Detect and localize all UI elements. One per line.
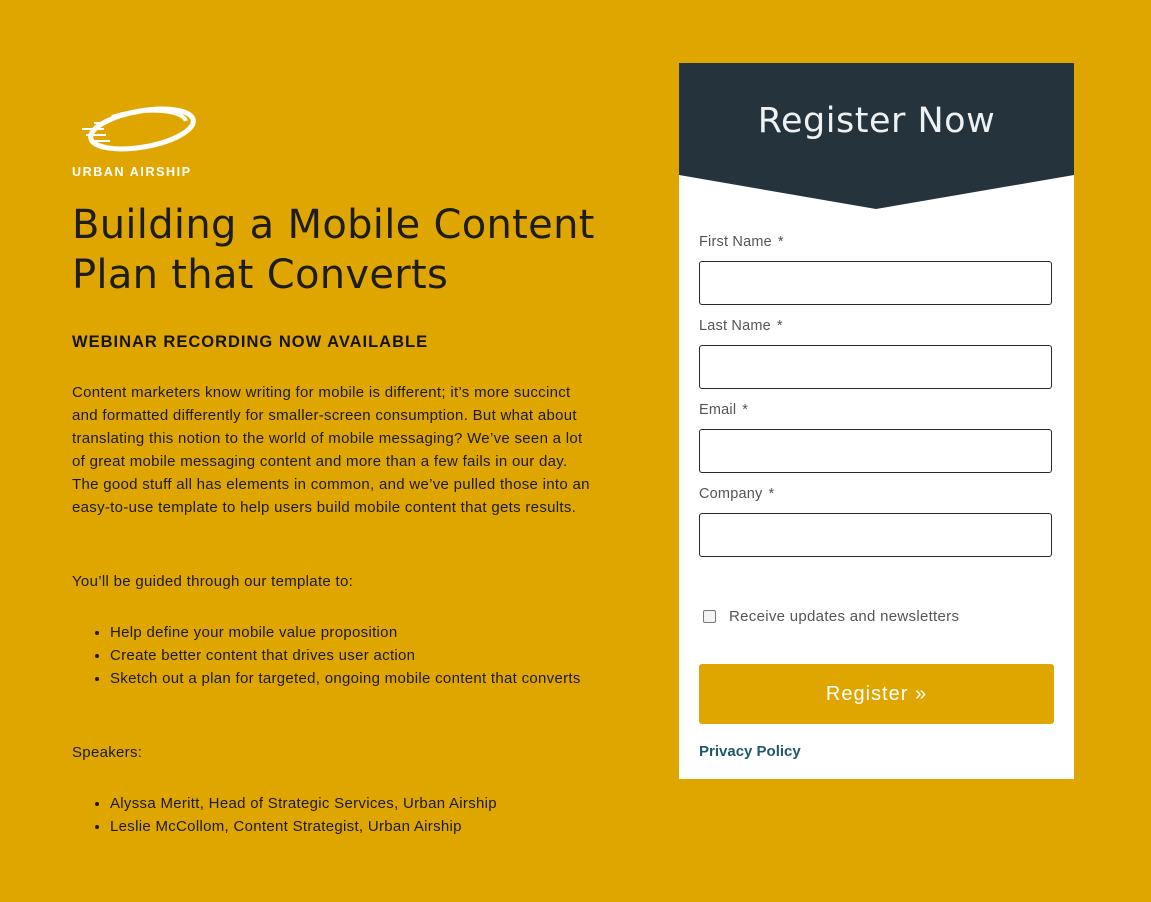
first-name-input[interactable]	[699, 261, 1052, 305]
list-item: • Alyssa Meritt, Head of Strategic Services, Urban Airship	[110, 792, 590, 815]
register-title: Register Now	[757, 101, 996, 141]
register-panel	[679, 63, 1074, 779]
urban-airship-logo[interactable]	[72, 103, 202, 178]
list-item: • Help define your mobile value proposition	[110, 621, 590, 644]
company-label	[699, 486, 774, 502]
intro-paragraph: Content marketers know writing for mobile is different; it’s more succinct and formatted differently for smaller-screen consumption. But what about translating this notion to the world of mobile messaging? We’ve seen a lot of great mobile messaging content and more than a few fails in our day. The good stuff all has elements in common, and we’ve pulled those into an easy-to-use template to help users build mobile content that gets results.	[72, 384, 590, 516]
guided-label: You’ll be guided through our template to:	[72, 573, 354, 590]
newsletter-row[interactable]	[703, 608, 959, 625]
field-label-text: Email	[699, 402, 737, 418]
required-marker: *	[768, 486, 775, 502]
field-label-text: Company	[699, 486, 763, 502]
required-marker: *	[777, 234, 784, 250]
speakers-list	[72, 792, 590, 838]
newsletter-checkbox[interactable]	[703, 610, 716, 623]
company-input[interactable]	[699, 513, 1052, 557]
first-name-label	[699, 234, 784, 250]
last-name-input[interactable]	[699, 345, 1052, 389]
webinar-subhead: WEBINAR RECORDING NOW AVAILABLE	[72, 333, 429, 351]
privacy-policy-link[interactable]: Privacy Policy	[699, 743, 801, 760]
email-input[interactable]	[699, 429, 1052, 473]
last-name-label	[699, 318, 783, 334]
list-item: • Sketch out a plan for targeted, ongoing mobile content that converts	[110, 667, 590, 690]
page-title: Building a Mobile Content Plan that Converts	[72, 202, 595, 298]
email-label	[699, 402, 748, 418]
speakers-label: Speakers:	[72, 744, 143, 761]
airship-icon	[72, 103, 202, 163]
guided-list	[72, 621, 590, 690]
required-marker: *	[742, 402, 749, 418]
logo-text: URBAN AIRSHIP	[72, 165, 192, 179]
register-header	[679, 63, 1074, 210]
list-item: • Create better content that drives user action	[110, 644, 590, 667]
field-label-text: Last Name	[699, 318, 771, 334]
list-item: • Leslie McCollom, Content Strategist, Urban Airship	[110, 815, 590, 838]
newsletter-label: Receive updates and newsletters	[729, 608, 960, 625]
field-label-text: First Name	[699, 234, 772, 250]
register-button[interactable]: Register »	[699, 664, 1054, 724]
required-marker: *	[776, 318, 783, 334]
